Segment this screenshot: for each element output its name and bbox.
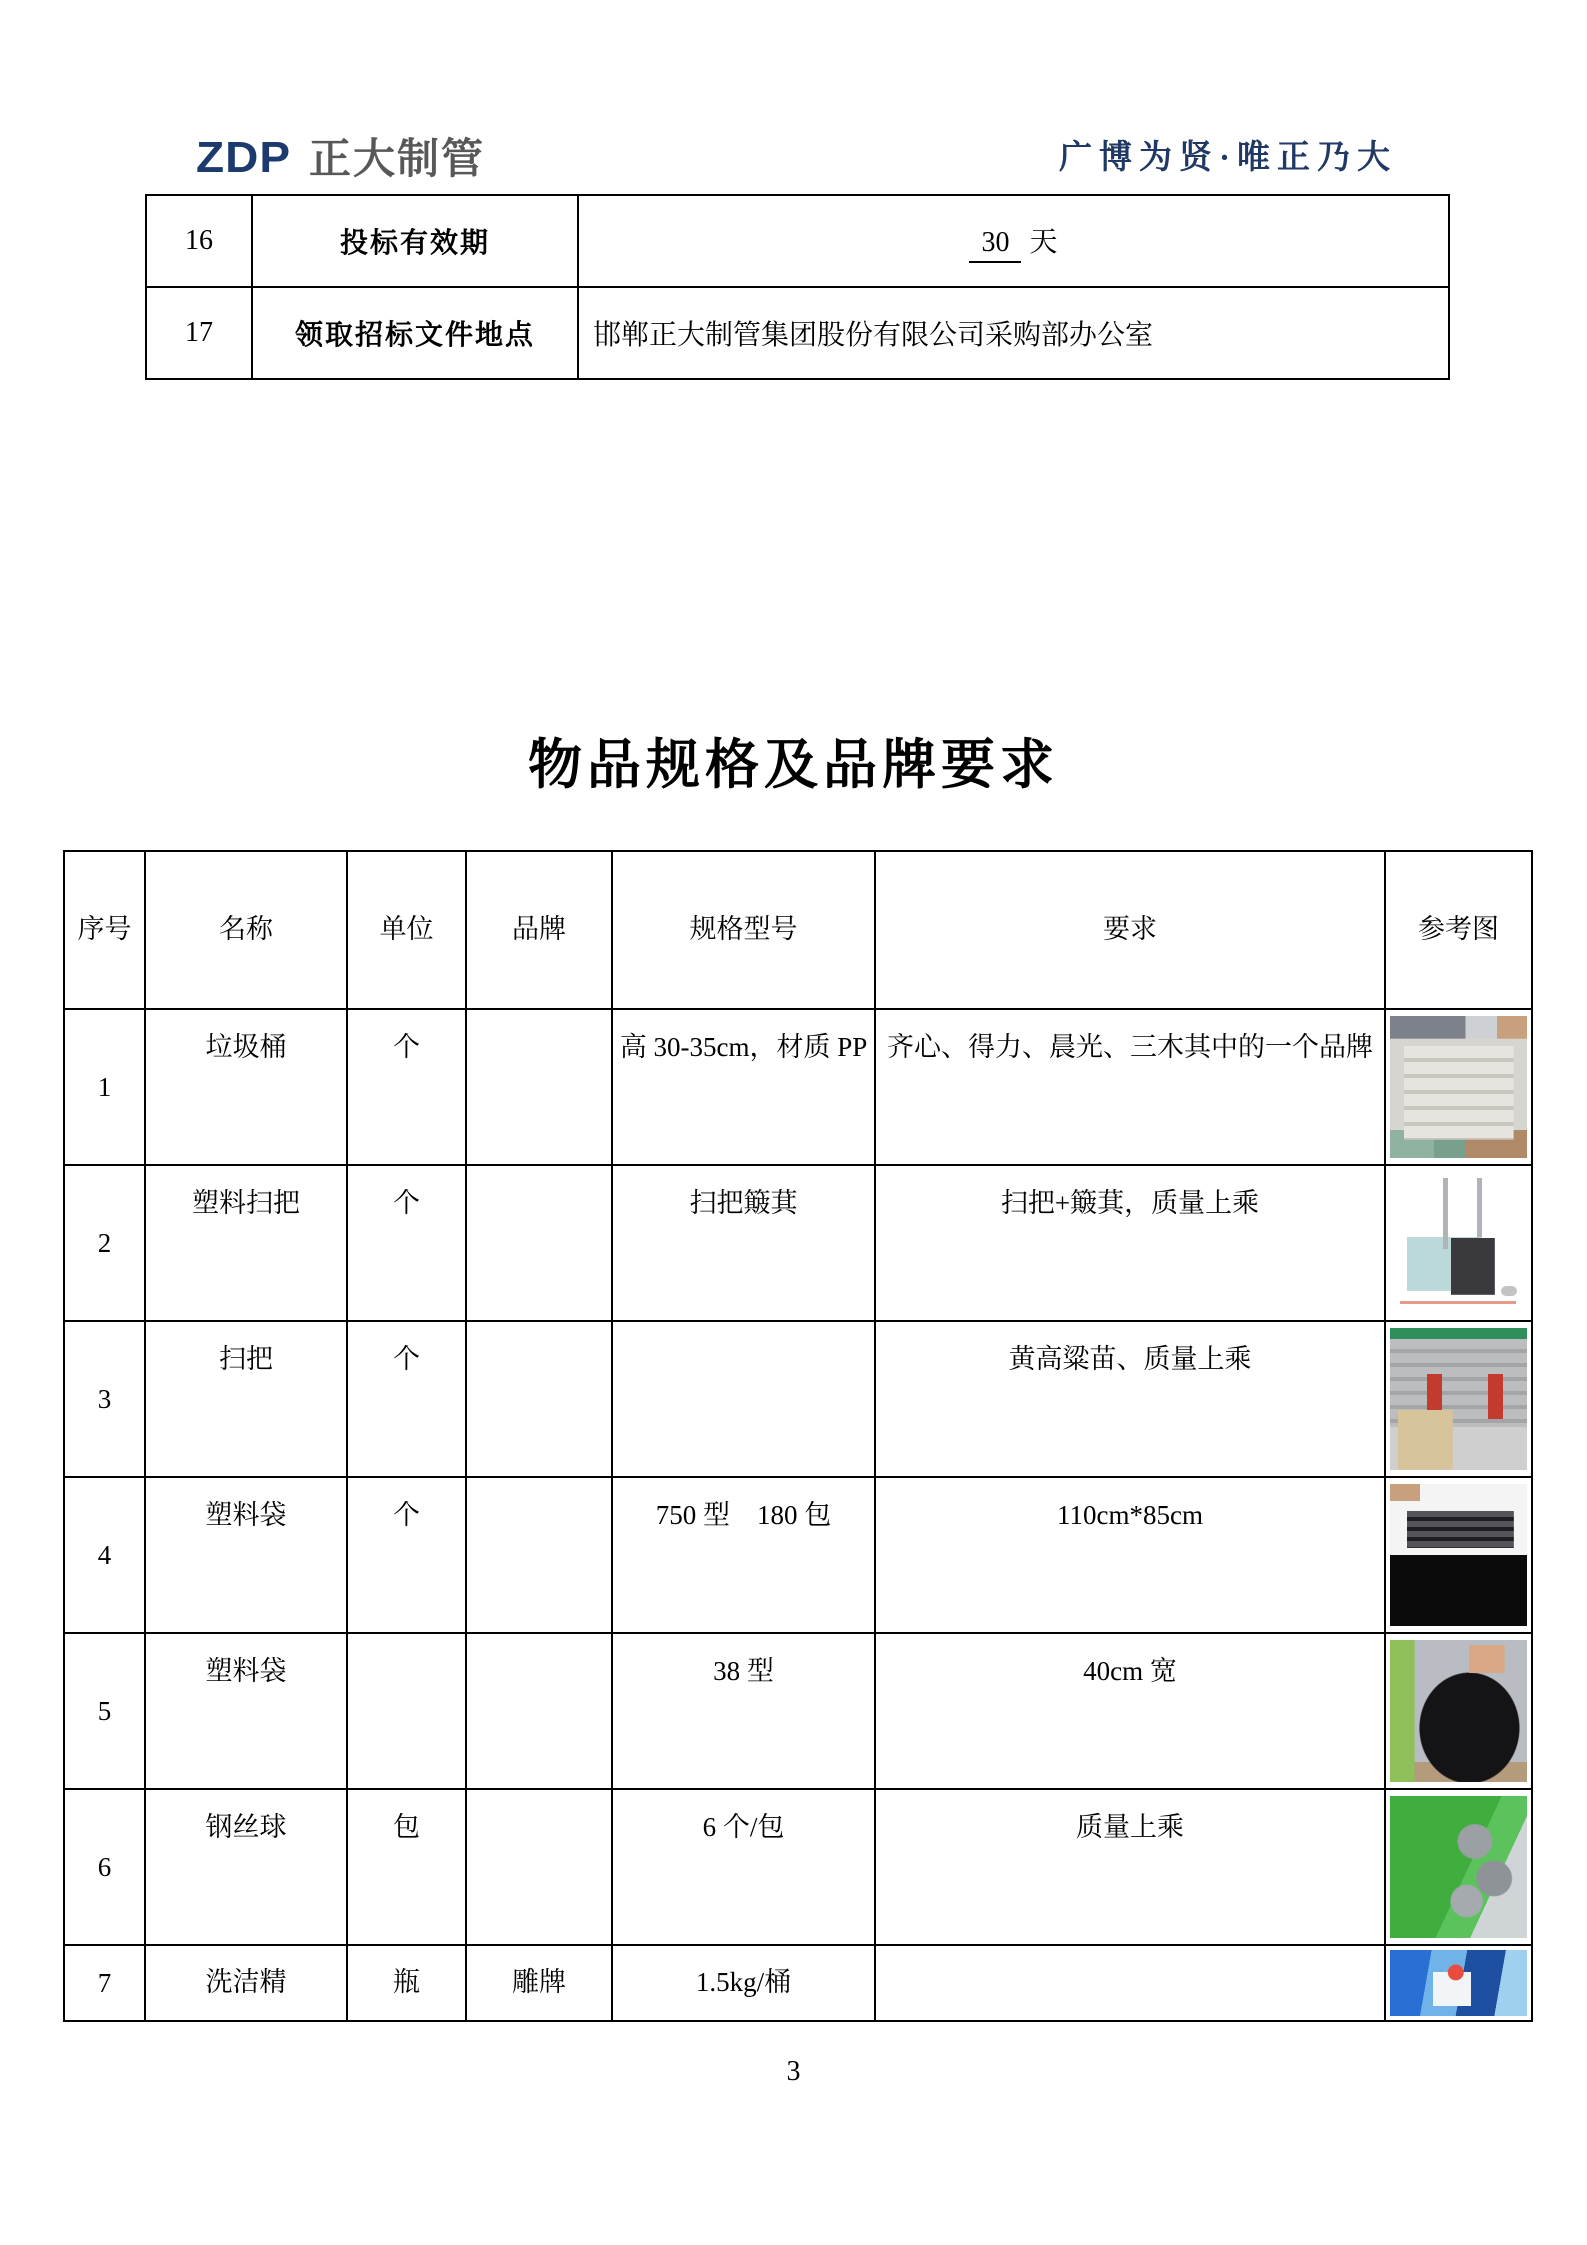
item-brand [466,1009,612,1165]
item-requirement: 齐心、得力、晨光、三木其中的一个品牌 [875,1009,1385,1165]
item-spec: 高 30-35cm，材质 PP [612,1009,875,1165]
black-bags-photo [1390,1484,1527,1626]
logo-zdp-text: ZDP [196,132,291,182]
header-requirement: 要求 [875,851,1385,1009]
item-requirement: 扫把+簸萁，质量上乘 [875,1165,1385,1321]
item-name: 钢丝球 [145,1789,347,1945]
info-row-17 [146,287,1449,379]
item-row [64,1165,1532,1321]
item-row [64,1789,1532,1945]
item-requirement: 质量上乘 [875,1789,1385,1945]
item-photo-cell [1385,1633,1532,1789]
header-unit: 单位 [347,851,466,1009]
dish-soap-photo [1390,1950,1527,2016]
item-no: 6 [64,1789,145,1945]
item-brand [466,1165,612,1321]
item-requirement: 黄高粱苗、质量上乘 [875,1321,1385,1477]
header-no: 序号 [64,851,145,1009]
item-no: 5 [64,1633,145,1789]
item-brand [466,1477,612,1633]
item-photo-cell [1385,1165,1532,1321]
item-name: 洗洁精 [145,1945,347,2021]
item-name: 扫把 [145,1321,347,1477]
item-row [64,1945,1532,2021]
header-name: 名称 [145,851,347,1009]
item-requirement: 40cm 宽 [875,1633,1385,1789]
item-no: 7 [64,1945,145,2021]
item-no: 2 [64,1165,145,1321]
tender-info-table [145,194,1450,380]
header-photo: 参考图 [1385,851,1532,1009]
item-spec: 750 型 180 包 [612,1477,875,1633]
black-bag-hand-photo [1390,1640,1527,1782]
item-spec: 38 型 [612,1633,875,1789]
trash-bin-photo [1390,1016,1527,1158]
item-spec [612,1321,875,1477]
item-unit: 个 [347,1165,466,1321]
item-row [64,1321,1532,1477]
underlined-value: 30 [969,227,1021,263]
item-spec: 6 个/包 [612,1789,875,1945]
items-spec-table [63,850,1533,2022]
item-no: 3 [64,1321,145,1477]
dustpan-broom-photo [1390,1172,1527,1314]
item-requirement [875,1945,1385,2021]
broom-shop-photo [1390,1328,1527,1470]
item-photo-cell [1385,1009,1532,1165]
item-row [64,1009,1532,1165]
item-unit: 个 [347,1321,466,1477]
logo-company-text: 正大制管 [309,135,486,182]
info-row-number: 17 [146,287,252,379]
info-row-label: 领取招标文件地点 [252,287,578,379]
item-unit: 瓶 [347,1945,466,2021]
page-number: 3 [786,2056,801,2087]
company-logo [196,134,485,180]
section-title: 物品规格及品牌要求 [528,735,1059,795]
item-row [64,1477,1532,1633]
item-photo-cell [1385,1477,1532,1633]
info-row-number: 16 [146,195,252,287]
item-no: 1 [64,1009,145,1165]
item-photo-cell [1385,1945,1532,2021]
item-name: 塑料袋 [145,1633,347,1789]
item-row [64,1633,1532,1789]
item-photo-cell [1385,1321,1532,1477]
item-brand: 雕牌 [466,1945,612,2021]
item-name: 塑料袋 [145,1477,347,1633]
item-spec: 1.5kg/桶 [612,1945,875,2021]
info-row-label: 投标有效期 [252,195,578,287]
header-brand: 品牌 [466,851,612,1009]
item-name: 塑料扫把 [145,1165,347,1321]
item-brand [466,1789,612,1945]
item-brand [466,1321,612,1477]
steel-wool-photo [1390,1796,1527,1938]
item-unit: 个 [347,1477,466,1633]
info-row-value [578,195,1449,287]
item-unit [347,1633,466,1789]
item-name: 垃圾桶 [145,1009,347,1165]
item-spec: 扫把簸萁 [612,1165,875,1321]
info-row-value: 邯郸正大制管集团股份有限公司采购部办公室 [578,287,1449,379]
items-header-row [64,851,1532,1009]
item-brand [466,1633,612,1789]
item-no: 4 [64,1477,145,1633]
value-suffix: 天 [1029,226,1058,258]
info-row-16 [146,195,1449,287]
item-unit: 个 [347,1009,466,1165]
item-unit: 包 [347,1789,466,1945]
item-requirement: 110cm*85cm [875,1477,1385,1633]
company-slogan: 广博为贤·唯正乃大 [1058,140,1397,176]
header-spec: 规格型号 [612,851,875,1009]
item-photo-cell [1385,1789,1532,1945]
